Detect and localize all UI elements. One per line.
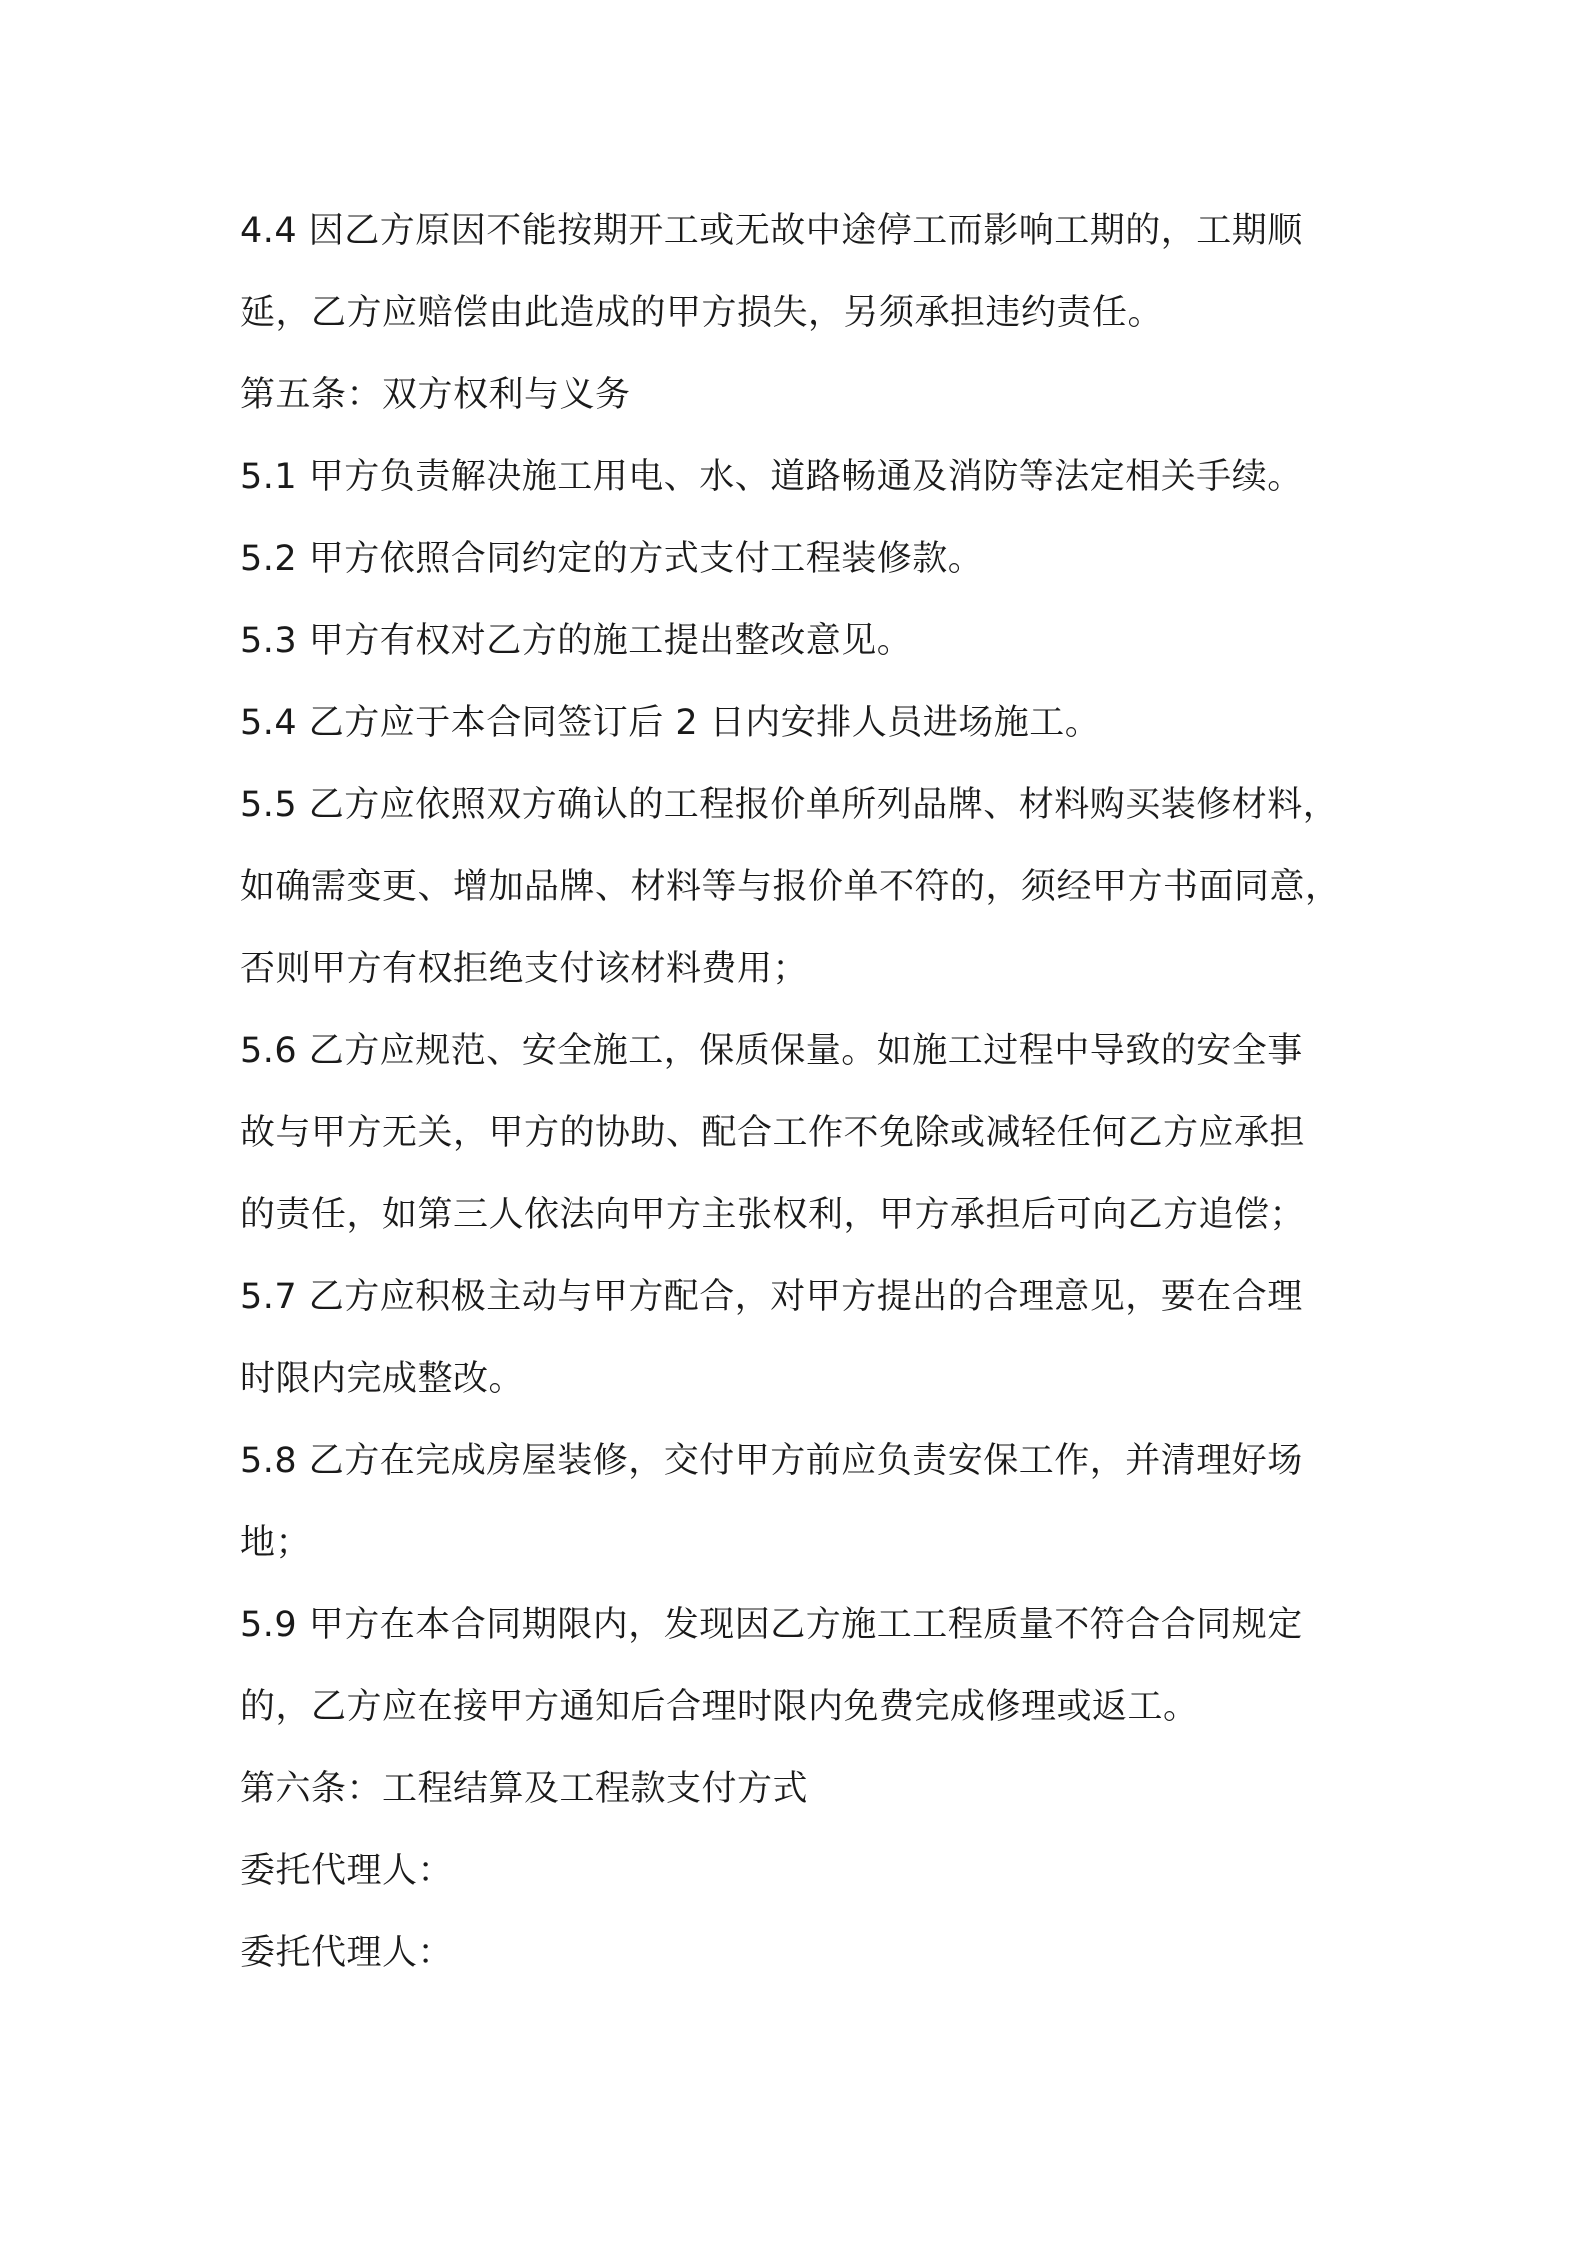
clause-5-1: 5.1 甲方负责解决施工用电、水、道路畅通及消防等法定相关手续。 (240, 457, 1303, 497)
article-5-heading: 第五条：双方权利与义务 (240, 375, 631, 415)
clause-5-8-line-2: 地； (240, 1523, 312, 1563)
clause-5-3: 5.3 甲方有权对乙方的施工提出整改意见。 (240, 621, 913, 661)
clause-5-4: 5.4 乙方应于本合同签订后 2 日内安排人员进场施工。 (240, 703, 1101, 743)
clause-5-5-line-1: 5.5 乙方应依照双方确认的工程报价单所列品牌、材料购买装修材料， (240, 785, 1339, 825)
clause-5-9-line-1: 5.9 甲方在本合同期限内，发现因乙方施工工程质量不符合合同规定 (240, 1605, 1303, 1645)
clause-5-7-line-2: 时限内完成整改。 (240, 1359, 525, 1399)
clause-5-8-line-1: 5.8 乙方在完成房屋装修，交付甲方前应负责安保工作，并清理好场 (240, 1441, 1303, 1481)
clause-5-5-line-3: 否则甲方有权拒绝支付该材料费用； (240, 949, 809, 989)
clause-5-7-line-1: 5.7 乙方应积极主动与甲方配合，对甲方提出的合理意见，要在合理 (240, 1277, 1303, 1317)
clause-4-4-line-1: 4.4 因乙方原因不能按期开工或无故中途停工而影响工期的，工期顺 (240, 211, 1303, 251)
clause-5-2: 5.2 甲方依照合同约定的方式支付工程装修款。 (240, 539, 984, 579)
clause-4-4-line-2: 延，乙方应赔偿由此造成的甲方损失，另须承担违约责任。 (240, 293, 1164, 333)
clause-5-6-line-3: 的责任，如第三人依法向甲方主张权利，甲方承担后可向乙方追偿； (240, 1195, 1306, 1235)
clause-5-5-line-2: 如确需变更、增加品牌、材料等与报价单不符的，须经甲方书面同意， (240, 867, 1341, 907)
document-body (240, 190, 1360, 1994)
clause-5-6-line-1: 5.6 乙方应规范、安全施工，保质保量。如施工过程中导致的安全事 (240, 1031, 1303, 1071)
clause-5-6-line-2: 故与甲方无关，甲方的协助、配合工作不免除或减轻任何乙方应承担 (240, 1113, 1306, 1153)
clause-5-9-line-2: 的，乙方应在接甲方通知后合理时限内免费完成修理或返工。 (240, 1687, 1199, 1727)
article-6-heading: 第六条：工程结算及工程款支付方式 (240, 1769, 809, 1809)
agent-label-2: 委托代理人： (240, 1933, 454, 1973)
agent-label-1: 委托代理人： (240, 1851, 454, 1891)
